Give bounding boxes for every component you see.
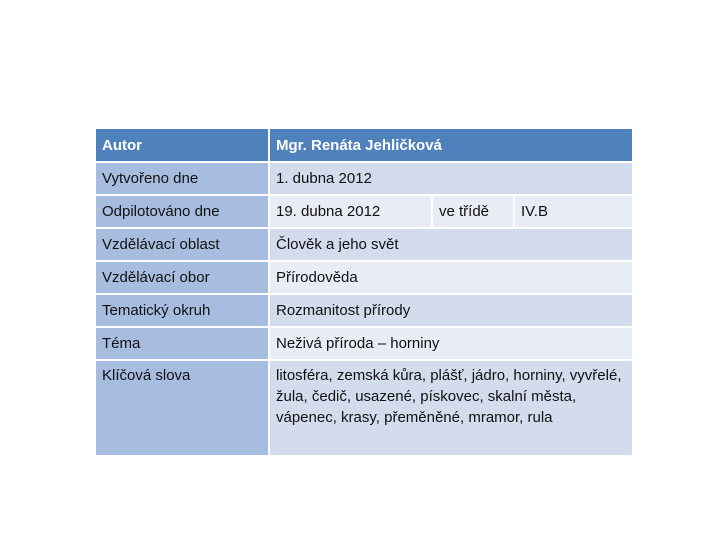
class-value: IV.B: [514, 195, 633, 228]
created-value: 1. dubna 2012: [269, 162, 633, 195]
author-value: Mgr. Renáta Jehličková: [269, 128, 633, 162]
topic-value: Neživá příroda – horniny: [269, 327, 633, 360]
area-value: Člověk a jeho svět: [269, 228, 633, 261]
field-value: Přírodověda: [269, 261, 633, 294]
class-label: ve třídě: [432, 195, 514, 228]
topic-label: Téma: [95, 327, 269, 360]
created-label: Vytvořeno dne: [95, 162, 269, 195]
piloted-label: Odpilotováno dne: [95, 195, 269, 228]
metadata-table: [94, 127, 634, 457]
author-label: Autor: [95, 128, 269, 162]
keywords-label: Klíčová slova: [95, 360, 269, 456]
table-row-area: [95, 228, 633, 261]
topic-area-label: Tematický okruh: [95, 294, 269, 327]
piloted-value: 19. dubna 2012: [269, 195, 432, 228]
topic-area-value: Rozmanitost přírody: [269, 294, 633, 327]
keywords-value: litosféra, zemská kůra, plášť, jádro, horniny, vyvřelé, žula, čedič, usazené, pískovec, skalní města, vápenec, krasy, přeměněné, mramor, rula: [269, 360, 633, 456]
table-row-topic-area: [95, 294, 633, 327]
area-label: Vzdělávací oblast: [95, 228, 269, 261]
field-label: Vzdělávací obor: [95, 261, 269, 294]
table-row-created: [95, 162, 633, 195]
table-header-row: [95, 128, 633, 162]
table-row-field: [95, 261, 633, 294]
table-row-topic: [95, 327, 633, 360]
table-row-piloted: [95, 195, 633, 228]
table-row-keywords: [95, 360, 633, 456]
